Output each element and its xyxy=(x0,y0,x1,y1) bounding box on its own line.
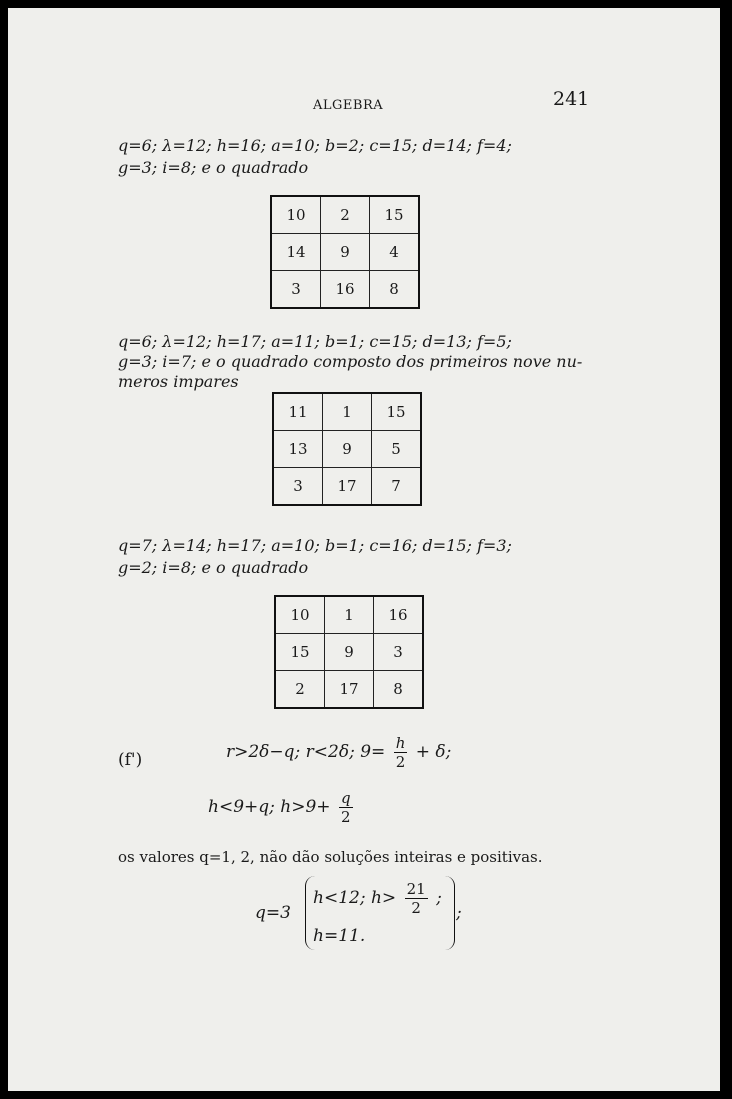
square-row xyxy=(273,468,421,506)
square-cell: 7 xyxy=(372,468,422,506)
equation-line: q=6; λ=12; h=16; a=10; b=2; c=15; d=14; f=4; xyxy=(118,136,512,155)
square-row xyxy=(273,393,421,431)
fraction-numerator: 21 xyxy=(406,880,426,898)
square-row xyxy=(275,671,423,709)
inequality-text: r>2δ−q; r<2δ; 9= xyxy=(226,742,386,762)
page-number: 241 xyxy=(553,88,590,110)
fraction-numerator: q xyxy=(340,789,351,807)
equation-line: g=2; i=8; e o quadrado xyxy=(118,558,309,577)
square-cell: 17 xyxy=(325,671,374,709)
fraction-denominator: 2 xyxy=(340,808,351,826)
square-row xyxy=(275,634,423,671)
final-tail: ; xyxy=(456,903,462,923)
fraction-denominator: 2 xyxy=(411,899,421,917)
final-lhs: q=3 xyxy=(255,903,291,923)
square-cell: 9 xyxy=(325,634,374,671)
page-header xyxy=(8,88,720,118)
fraction-21-over-2 xyxy=(405,880,428,917)
fraction-numerator: h xyxy=(395,734,406,752)
square-cell: 16 xyxy=(321,271,370,309)
conclusion-text: os valores q=1, 2, não dão soluções inteiras e positivas. xyxy=(118,848,543,866)
equation-line: q=6; λ=12; h=17; a=11; b=1; c=15; d=13; f=5; xyxy=(118,332,512,351)
square-row xyxy=(271,234,419,271)
inequality-text: h<9+q; h>9+ xyxy=(208,797,331,817)
equation-line: g=3; i=7; e o quadrado composto dos primeiros nove nu- xyxy=(118,352,583,371)
square-row xyxy=(271,196,419,234)
square-cell: 2 xyxy=(275,671,325,709)
square-cell: 17 xyxy=(323,468,372,506)
square-cell: 15 xyxy=(372,393,422,431)
equation-line: g=3; i=8; e o quadrado xyxy=(118,158,309,177)
magic-square-2 xyxy=(272,392,422,506)
square-cell: 10 xyxy=(275,596,325,634)
square-cell: 5 xyxy=(372,431,422,468)
square-cell: 2 xyxy=(321,196,370,234)
square-row xyxy=(275,596,423,634)
square-row xyxy=(271,271,419,309)
fraction-h-over-2 xyxy=(394,734,408,771)
inequality-line-1 xyxy=(226,734,451,771)
final-row-1 xyxy=(313,880,442,917)
square-cell: 3 xyxy=(374,634,424,671)
final-row-2: h=11. xyxy=(313,926,366,946)
inequality-tail: + δ; xyxy=(415,742,452,762)
inequality-line-2 xyxy=(208,789,356,826)
square-cell: 4 xyxy=(370,234,420,271)
square-cell: 8 xyxy=(370,271,420,309)
square-cell: 15 xyxy=(370,196,420,234)
equation-line: q=7; λ=14; h=17; a=10; b=1; c=16; d=15; f=3; xyxy=(118,536,512,555)
square-cell: 11 xyxy=(273,393,323,431)
text-line: meros impares xyxy=(118,372,239,391)
square-cell: 3 xyxy=(271,271,321,309)
magic-square-1 xyxy=(270,195,420,309)
running-title: ALGEBRA xyxy=(313,98,384,113)
square-cell: 14 xyxy=(271,234,321,271)
square-cell: 16 xyxy=(374,596,424,634)
fraction-denominator: 2 xyxy=(395,753,406,771)
fraction-q-over-2 xyxy=(339,789,353,826)
square-row xyxy=(273,431,421,468)
square-cell: 9 xyxy=(321,234,370,271)
square-cell: 3 xyxy=(273,468,323,506)
square-cell: 8 xyxy=(374,671,424,709)
square-cell: 9 xyxy=(323,431,372,468)
square-cell: 1 xyxy=(323,393,372,431)
square-cell: 13 xyxy=(273,431,323,468)
final-row-1-text: h<12; h> xyxy=(313,888,397,908)
square-cell: 10 xyxy=(271,196,321,234)
magic-square-3 xyxy=(274,595,424,709)
square-cell: 1 xyxy=(325,596,374,634)
book-page xyxy=(8,8,720,1091)
case-label: (f') xyxy=(118,750,143,770)
square-cell: 15 xyxy=(275,634,325,671)
final-row-1-tail: ; xyxy=(436,888,442,908)
